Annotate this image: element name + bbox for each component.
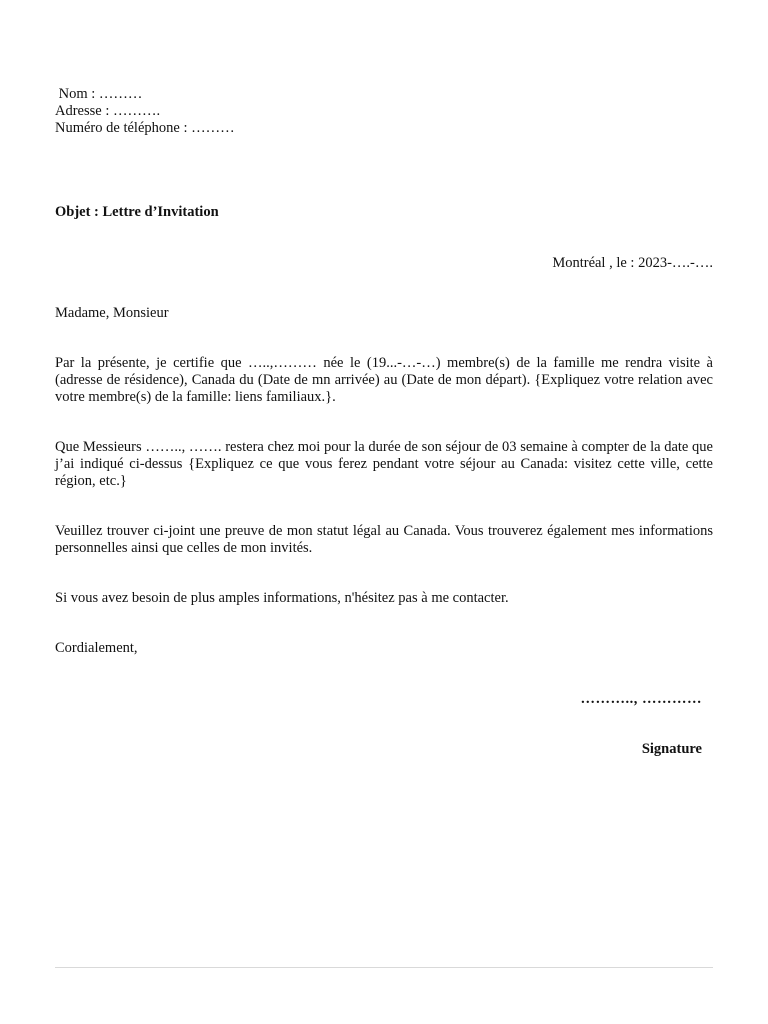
sender-address-line: Adresse : ………. [55,103,161,119]
closing-formula: Cordialement, [55,640,138,656]
paragraph-attachments: Veuillez trouver ci-joint une preuve de mon statut légal au Canada. Vous trouverez également mes informations personnelles ainsi que celles de mon invités. [55,523,713,556]
page-divider [55,967,713,968]
letter-subject: Objet : Lettre d’Invitation [55,204,219,220]
sender-name-line: Nom : ……… [55,86,143,102]
place-and-date: Montréal , le : 2023-….-…. [552,255,713,271]
paragraph-certification: Par la présente, je certifie que …..,……… née le (19...-…-…) membre(s) de la famille me rendra visite à (adresse de résidence), Canada du (Date de mn arrivée) au (Date de mon départ). {Expliquez votre relation avec votre membre(s) de la famille: liens familiaux.}. [55,355,713,405]
signature-label: Signature [641,741,702,757]
paragraph-contact: Si vous avez besoin de plus amples informations, n'hésitez pas à me contacter. [55,590,509,606]
salutation: Madame, Monsieur [55,305,169,321]
paragraph-stay-details: Que Messieurs …….., ……. restera chez moi pour la durée de son séjour de 03 semaine à compter de la date que j’ai indiqué ci-dessus {Expliquez ce que vous ferez pendant votre séjour au Canada: visitez cette ville, cette région, etc.} [55,439,713,489]
sender-phone-line: Numéro de téléphone : ……… [55,120,235,136]
sender-block [55,86,235,137]
signatory-name: ……….., ………… [580,691,702,707]
